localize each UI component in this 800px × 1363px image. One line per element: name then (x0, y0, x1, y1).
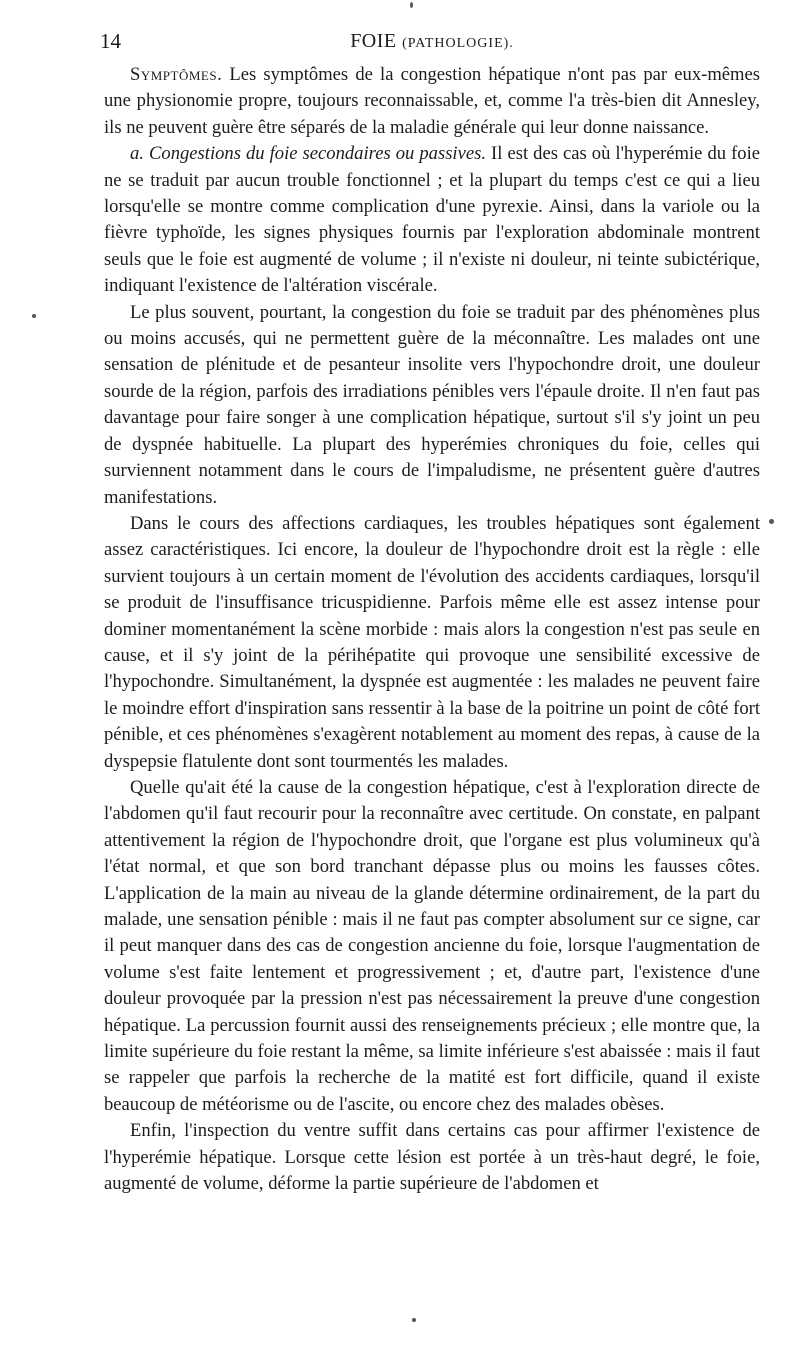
paragraph-text: Il est des cas où l'hyperémie du foie ne se traduit par aucun trouble fonctionnel ; et la plupart du temps c'est ce qui a lieu lorsqu'elle se montre comme complication d'une pyrexie. Ainsi, dans la variole ou la fièvre typhoïde, les signes physiques fournis par l'exploration abdominale montrent seuls que le foie est augmenté de volume ; il n'existe ni douleur, ni teinte subictérique, indiquant l'existence de l'altération viscérale. (104, 143, 760, 297)
paragraph-symptomes (104, 62, 760, 141)
paragraph-inspection: Enfin, l'inspection du ventre suffit dans certains cas pour affirmer l'existence de l'hyperémie hépatique. Lorsque cette lésion est portée à un très-haut degré, le foie, augmenté de volume, déforme la partie supérieure de l'abdomen et (104, 1120, 760, 1195)
paragraph-exploration: Quelle qu'ait été la cause de la congestion hépatique, c'est à l'exploration directe de l'abdomen qu'il faut recourir pour la reconnaître avec certitude. On constate, en palpant attentivement la région de l'hypochondre droit, que l'organe est plus volumineux qu'à l'état normal, et que son bord tranchant dépasse plus ou moins les fausses côtes. L'application de la main au niveau de la glande détermine ordinairement, de la part du malade, une sensation pénible : mais il ne faut pas compter absolument sur ce signe, car il peut manquer dans des cas de congestion ancienne du foie, lorsque l'augmentation de volume s'est faite lentement et progressivement ; et, d'autre part, l'existence d'une douleur provoquée par la pression n'est pas nécessairement la preuve d'une congestion hépatique. La percussion fournit aussi des renseignements précieux ; elle montre que, la limite supérieure du foie restant la même, sa limite inférieure s'est abaissée : mais il faut se rappeler que parfois la recherche de la matité est fort difficile, quand il existe beaucoup de météorisme ou de l'ascite, ou encore chez des malades obèses. (104, 776, 760, 1115)
section-lead-symptomes: Symptômes. (130, 64, 223, 85)
print-speck-bottom (412, 1318, 416, 1322)
subsection-heading: a. Congestions du foie secondaires ou passives. (130, 143, 486, 165)
paragraph-phenomenes: Le plus souvent, pourtant, la congestion du foie se traduit par des phénomènes plus ou moins accusés, qui ne permettent guère de la méconnaître. Les malades ont une sensation de plénitude et de pesanteur insolite vers l'hypochondre droit, une douleur sourde de la région, parfois des irradiations pénibles vers l'épaule droite. Il n'en faut pas davantage pour faire songer à une complication hépatique, surtout s'il s'y joint un peu de dyspnée habituelle. La plupart des hyperémies chroniques du foie, celles qui surviennent notamment dans le cours de l'impaludisme, ne présentent guère d'autres manifestations. (104, 301, 760, 508)
running-title-main: FOIE (350, 30, 397, 52)
print-speck-left (32, 314, 36, 318)
running-title (104, 26, 760, 59)
running-head (100, 26, 760, 62)
page-number: 14 (100, 29, 121, 53)
paragraph-text: Les symptômes de la congestion hépatique n'ont pas par eux-mêmes une physionomie propre, toujours reconnaissable, et, comme l'a très-bien dit Annesley, ils ne peuvent guère être séparés de la maladie générale qui leur donne naissance. (104, 64, 760, 138)
print-speck-right (769, 519, 774, 524)
print-speck-top (410, 2, 413, 8)
body-text (104, 62, 760, 1197)
paragraph-affections-cardiaques: Dans le cours des affections cardiaques, les troubles hépatiques sont également assez caractéristiques. Ici encore, la douleur de l'hypochondre droit est la règle : elle survient toujours à un certain moment de l'évolution des accidents cardiaques, lorsqu'il se produit de l'insuffisance tricuspidienne. Parfois même elle est assez intense pour dominer momentanément la scène morbide : mais alors la congestion n'est pas seule en cause, et il s'y joint de la périhépatite qui provoque une sensibilité excessive de l'hypochondre. Simultanément, la dyspnée est augmentée : les malades ne peuvent faire le moindre effort d'inspiration sans ressentir à la base de la poitrine un point de côté fort pénible, et ces phénomènes s'exagèrent notablement au moment des repas, à cause de la dyspepsie flatulente dont sont tourmentés les malades. (104, 512, 760, 772)
paragraph-congestions-secondaires (104, 141, 760, 299)
running-title-sub: (PATHOLOGIE). (402, 36, 514, 51)
document-page (100, 26, 760, 1197)
